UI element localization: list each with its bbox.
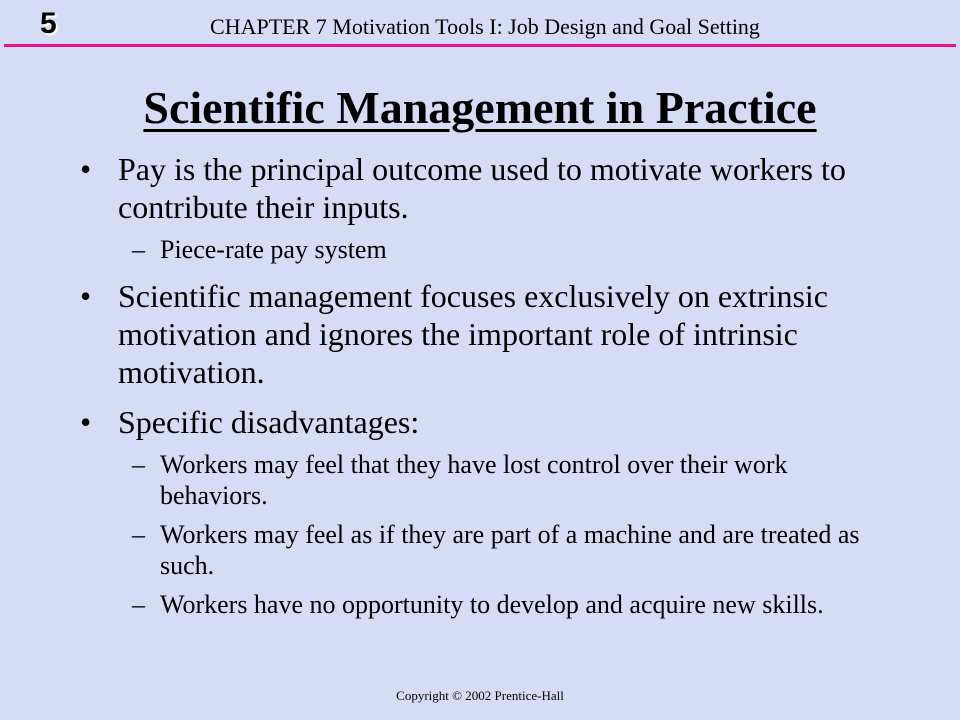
dash-icon: –: [132, 450, 145, 479]
bullet-text: Specific disadvantages:: [118, 404, 420, 440]
bullet-item: [80, 277, 880, 391]
sub-bullet-item: [80, 234, 880, 265]
header-divider: [4, 44, 956, 47]
bullet-item: [80, 150, 880, 226]
sub-bullet-item: [80, 449, 880, 511]
chapter-title: CHAPTER 7 Motivation Tools I: Job Design and Goal Setting: [210, 14, 760, 39]
sub-bullet-text: Workers may feel as if they are part of a machine and are treated as such.: [160, 520, 860, 580]
dash-icon: –: [132, 520, 145, 549]
dash-icon: –: [132, 235, 145, 264]
bullet-dot-icon: •: [80, 404, 92, 440]
sub-bullet-text: Workers have no opportunity to develop and acquire new skills.: [160, 590, 824, 619]
sub-bullet-text: Workers may feel that they have lost control over their work behaviors.: [160, 450, 788, 510]
slide-title: Scientific Management in Practice: [143, 82, 817, 133]
bullet-list: [80, 150, 880, 620]
bullet-text: Pay is the principal outcome used to motivate workers to contribute their inputs.: [118, 151, 846, 225]
sub-bullet-text: Piece-rate pay system: [160, 235, 387, 264]
bullet-text: Scientific management focuses exclusively on extrinsic motivation and ignores the important role of intrinsic motivation.: [118, 278, 828, 390]
slide-header: [0, 0, 960, 46]
copyright-footer: Copyright © 2002 Prentice-Hall: [396, 688, 564, 703]
sub-bullet-item: [80, 519, 880, 581]
dash-icon: –: [132, 590, 145, 619]
slide-number: 5: [40, 7, 57, 40]
bullet-dot-icon: •: [80, 151, 92, 187]
bullet-dot-icon: •: [80, 278, 92, 314]
bullet-item: [80, 403, 880, 441]
sub-bullet-item: [80, 589, 880, 620]
